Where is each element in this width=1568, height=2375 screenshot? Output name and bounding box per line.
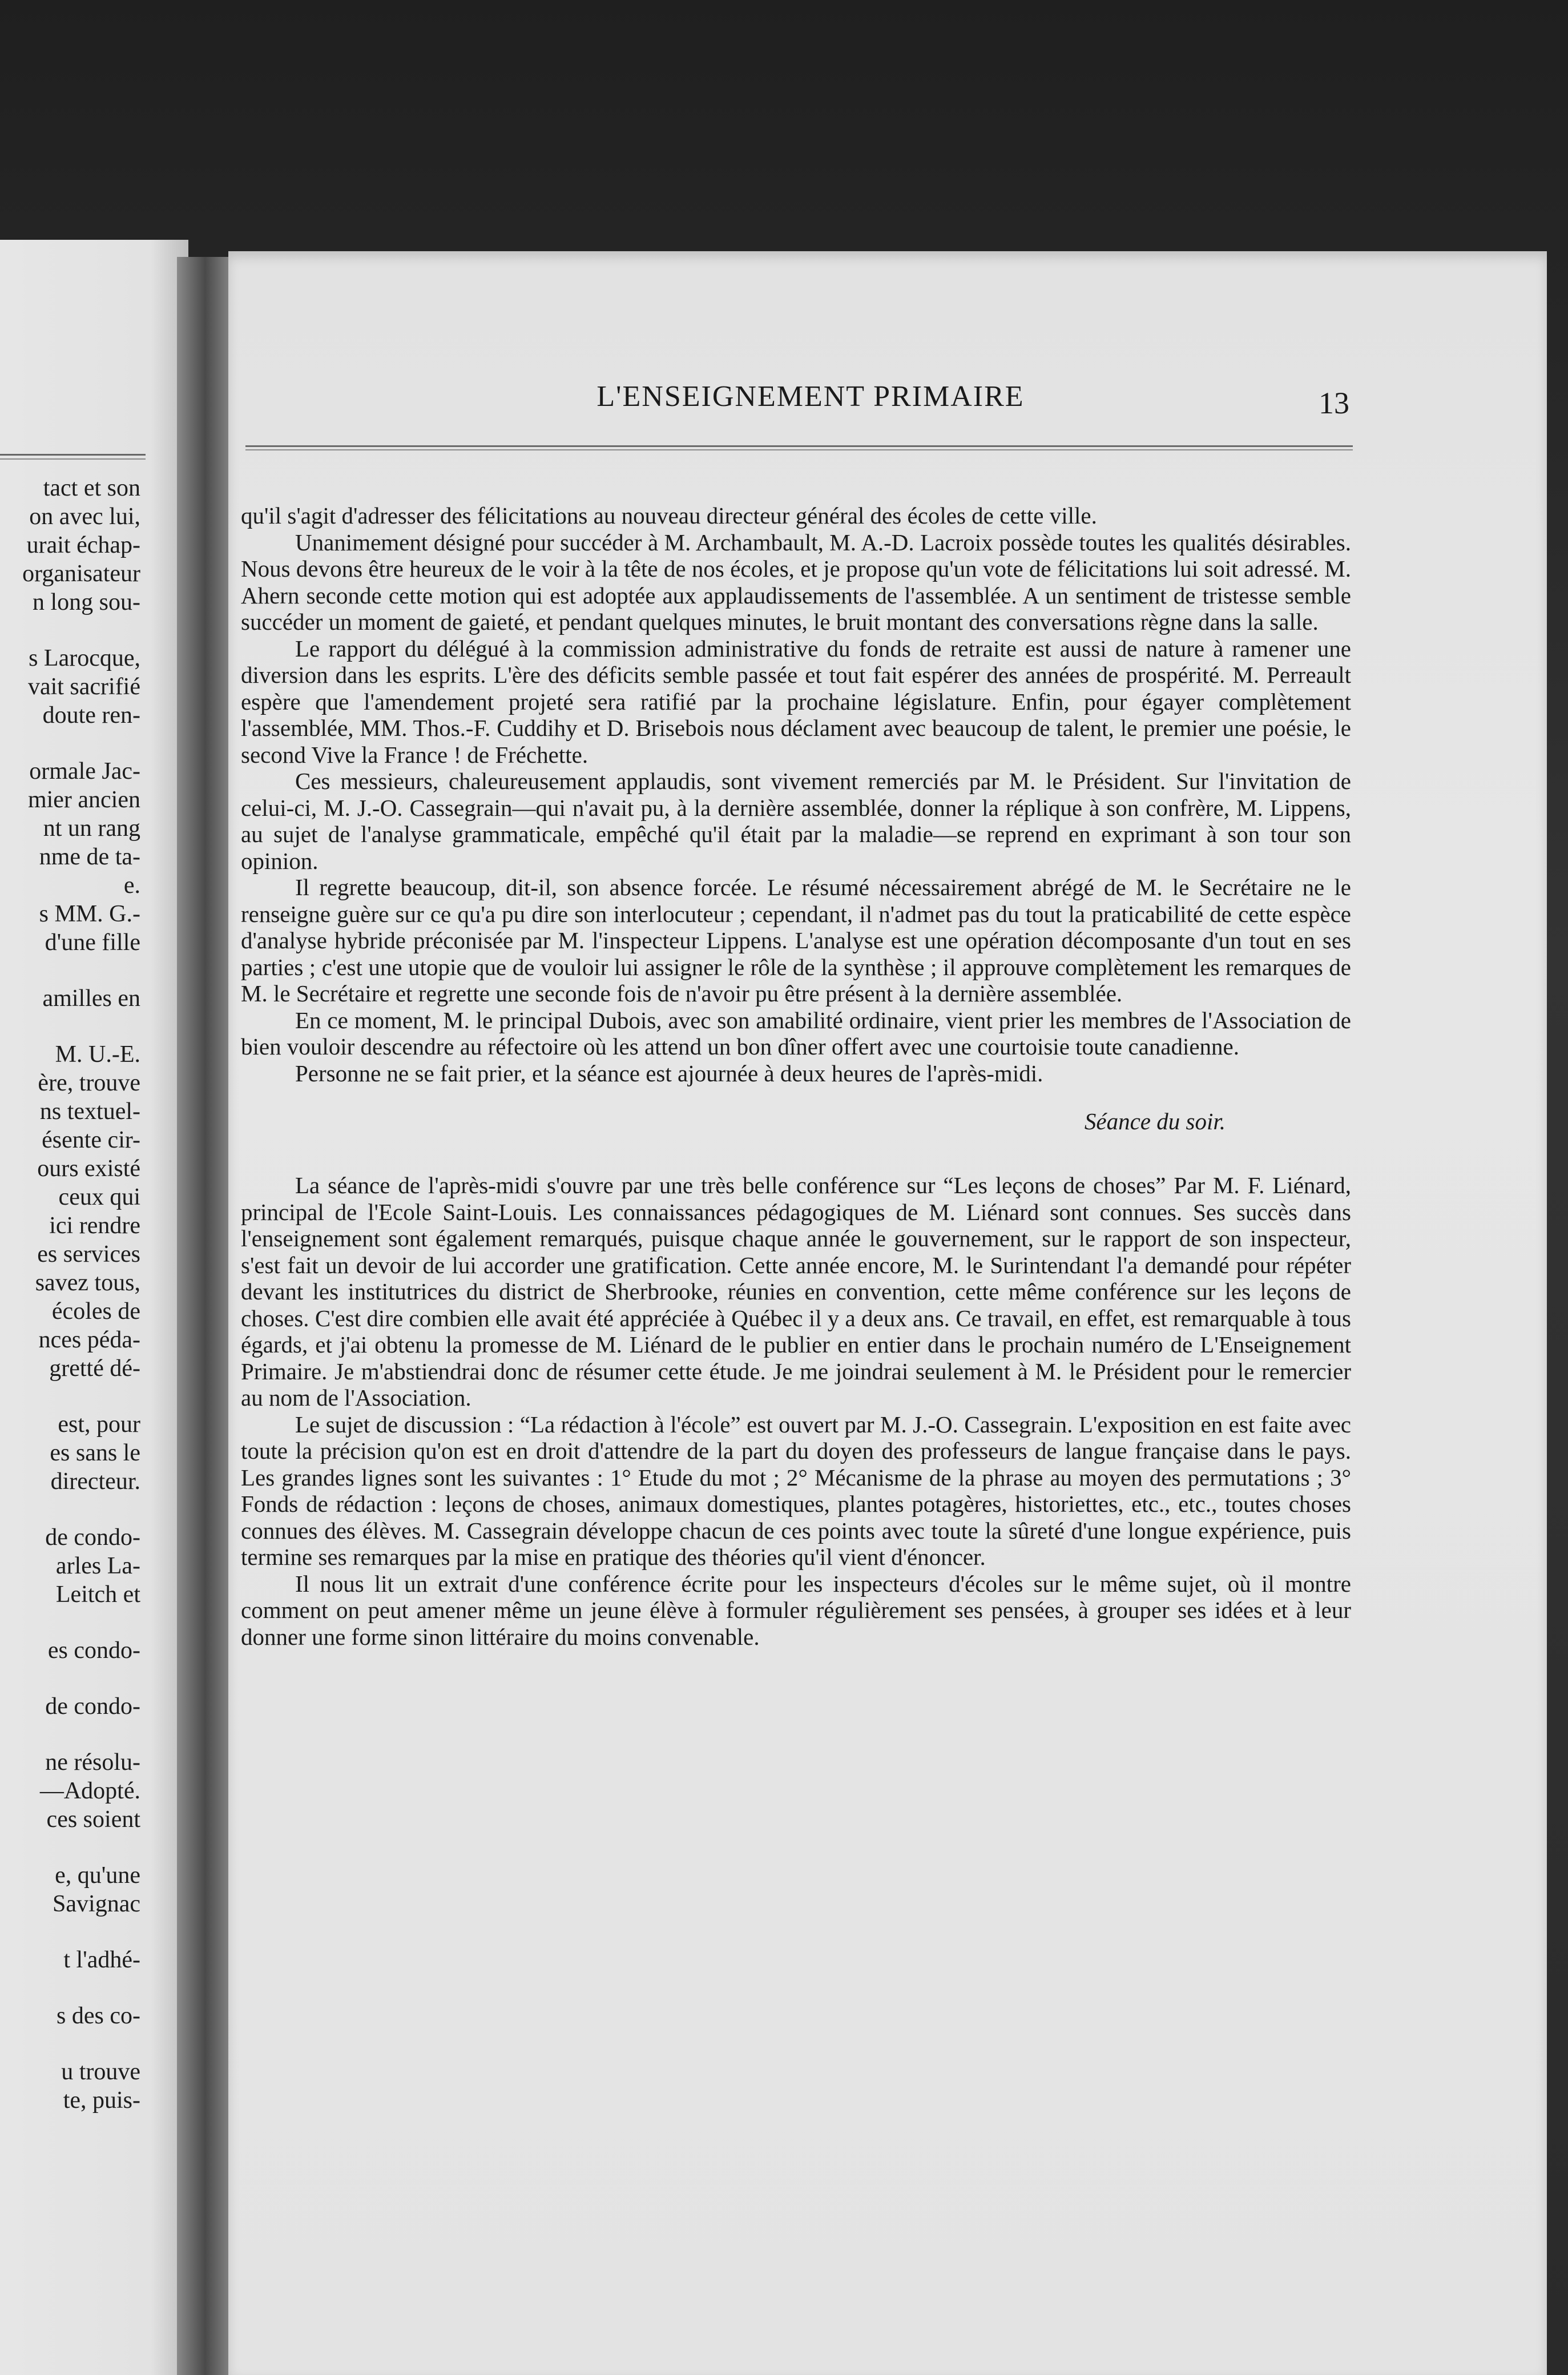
paragraph: Il nous lit un extrait d'une conférence écrite pour les inspecteurs d'écoles sur le même sujet, où il montre comment on peut amener même un jeune élève à formuler régulièrement ses pensées, à grouper ses idées et à leur donner une forme sinon littéraire du moins convenable. — [241, 1570, 1351, 1650]
running-head: L'ENSEIGNEMENT PRIMAIRE — [596, 380, 1025, 413]
left-fragment-line: e. — [123, 872, 140, 899]
left-fragment-gap — [0, 2030, 140, 2058]
left-fragment-line: arles La- — [55, 1553, 140, 1579]
left-fragment-line: écoles de — [51, 1298, 140, 1325]
left-header-rule — [0, 454, 146, 460]
left-fragment-line: ces soient — [46, 1806, 140, 1833]
paragraph: Il regrette beaucoup, dit-il, son absence forcée. Le résumé nécessairement abrégé de M. le Secrétaire ne le renseigne guère sur ce qu'a pu dire son interlocuteur ; cependant, il n'admet pas du tout la praticabilité de cette espèce d'analyse hybride préconisée par M. l'inspecteur Lippens. L'analyse est une opération décomposante d'un tout en ses parties ; c'est une utopie que de vouloir lui assigner le rôle de la synthèse ; il approuve complètement les remarques de M. le Secrétaire et regrette une seconde fois de n'avoir pu être présent à la dernière assemblée. — [241, 874, 1351, 1007]
left-fragment-line: es sans le — [50, 1440, 140, 1466]
left-fragment-line: nt un rang — [43, 815, 140, 842]
paragraph: Le rapport du délégué à la commission administrative du fonds de retraite est aussi de nature à ramener une diversion dans les esprits. L'ère des déficits semble passée et tout fait espérer des années de prospérité. M. Perreault espère que l'amendement projeté sera ratifié par la prochaine législature. Enfin, pour égayer complètement l'assemblée, MM. Thos.-F. Cuddihy et D. Brisebois nous déclament avec beaucoup de talent, le premier une poésie, le second Vive la France ! de Fréchette. — [241, 635, 1351, 768]
left-fragment-line: Savignac — [53, 1891, 140, 1917]
left-fragment-line: ère, trouve — [38, 1070, 140, 1096]
left-fragment-gap — [0, 1918, 140, 1946]
left-fragment-line: s des co- — [57, 2003, 140, 2029]
left-fragment-line: on avec lui, — [29, 504, 140, 530]
left-fragment-gap — [0, 1721, 140, 1748]
left-fragment-line: es condo- — [47, 1637, 140, 1664]
left-fragment-line: vait sacrifié — [27, 674, 140, 700]
left-fragment-line: directeur. — [50, 1468, 140, 1495]
left-fragment-line: t l'adhé- — [63, 1947, 140, 1973]
left-fragment-line: tact et son — [43, 475, 140, 501]
header-rule — [245, 445, 1353, 450]
left-fragment-line: n long sou- — [33, 589, 140, 615]
left-column-fragments — [0, 474, 140, 2115]
right-page — [228, 251, 1547, 2375]
left-fragment-line: nme de ta- — [39, 844, 140, 870]
paragraph: En ce moment, M. le principal Dubois, avec son amabilité ordinaire, vient prier les membres de l'Association de bien vouloir descendre au réfectoire où les attend un bon dîner offert avec une courtoisie toute canadienne. — [241, 1007, 1351, 1060]
paragraph: Unanimement désigné pour succéder à M. Archambault, M. A.-D. Lacroix possède toutes les qualités désirables. Nous devons être heureux de le voir à la tête de nos écoles, et je propose qu'un vote de félicitations lui soit adressé. M. Ahern seconde cette motion qui est adoptée aux applaudissements de l'assemblée. A un sentiment de tristesse semble succéder un moment de gaieté, et pendant quelques minutes, le bruit montant des conversations règne dans la salle. — [241, 529, 1351, 635]
left-fragment-gap — [0, 617, 140, 644]
left-fragment-line: ne résolu- — [45, 1749, 140, 1776]
left-fragment-line: ésente cir- — [42, 1127, 140, 1153]
left-fragment-gap — [0, 730, 140, 757]
left-fragment-gap — [0, 1496, 140, 1523]
left-fragment-line: amilles en — [42, 985, 140, 1012]
left-fragment-gap — [0, 1665, 140, 1692]
paragraph: qu'il s'agit d'adresser des félicitations au nouveau directeur général des écoles de cette ville. — [241, 502, 1097, 529]
left-fragment-line: organisateur — [22, 561, 140, 587]
body-text — [241, 502, 1351, 1650]
left-fragment-gap — [0, 1974, 140, 2002]
left-fragment-line: ormale Jac- — [29, 758, 140, 784]
left-fragment-line: —Adopté. — [39, 1778, 140, 1804]
left-fragment-gap — [0, 1383, 140, 1410]
left-fragment-line: es services — [37, 1241, 140, 1267]
left-fragment-line: savez tous, — [35, 1270, 140, 1296]
left-fragment-line: nces péda- — [38, 1327, 140, 1353]
left-fragment-line: de condo- — [45, 1524, 140, 1551]
left-fragment-line: ici rendre — [49, 1213, 140, 1239]
paragraph: Ces messieurs, chaleureusement applaudis, sont vivement remerciés par M. le Président. Sur l'invitation de celui-ci, M. J.-O. Cassegrain—qui n'avait pu, à la dernière assemblée, donner la réplique à son confrère, M. Lippens, au sujet de l'analyse grammaticale, empêché qu'il était par la maladie—se reprend en exprimant à son tour son opinion. — [241, 768, 1351, 874]
left-fragment-line: ceux qui — [58, 1184, 140, 1210]
left-fragment-line: de condo- — [45, 1693, 140, 1720]
left-fragment-line: ours existé — [37, 1156, 140, 1182]
left-facing-page — [0, 240, 188, 2375]
left-fragment-line: u trouve — [61, 2059, 140, 2085]
page-number: 13 — [1319, 386, 1349, 420]
left-fragment-line: urait échap- — [26, 532, 140, 558]
left-fragment-gap — [0, 1013, 140, 1040]
left-fragment-line: ns textuel- — [39, 1098, 140, 1125]
paragraph: Le sujet de discussion : “La rédaction à l'école” est ouvert par M. J.-O. Cassegrain. L'exposition en est faite avec toute la précision qu'on est en droit d'attendre de la part du doyen des professeurs de langue française dans le pays. Les grandes lignes sont les suivantes : 1° Etude du mot ; 2° Mécanisme de la phrase au moyen des permutations ; 3° Fonds de rédaction : leçons de choses, animaux domestiques, plantes potagères, historiettes, etc., etc., toutes choses connues des élèves. M. Cassegrain développe chacun de ces points avec toute la sûreté d'une longue expérience, puis termine ses remarques par la mise en pratique des théories qu'il vient d'énoncer. — [241, 1411, 1351, 1570]
left-fragment-line: te, puis- — [63, 2087, 140, 2114]
left-fragment-gap — [0, 957, 140, 984]
left-fragment-line: s Larocque, — [29, 645, 140, 671]
paragraph: Personne ne se fait prier, et la séance est ajournée à deux heures de l'après-midi. — [295, 1060, 1043, 1086]
left-fragment-line: est, pour — [58, 1411, 140, 1438]
left-fragment-gap — [0, 1609, 140, 1636]
left-fragment-gap — [0, 1834, 140, 1861]
paragraph: La séance de l'après-midi s'ouvre par une très belle conférence sur “Les leçons de choses” Par M. F. Liénard, principal de l'Ecole Saint-Louis. Les connaissances pédagogiques de M. Liénard sont connues. Ses succès dans l'enseignement sont également remarqués, puisque chaque année le gouvernement, sur le rapport de son inspecteur, s'est fait un devoir de lui accorder une gratification. Cette année encore, M. le Surintendant l'a demandé pour répéter devant les institutrices du district de Sherbrooke, réunies en convention, cette même conférence sur les leçons de choses. C'est dire combien elle avait été appréciée à Québec il y a deux ans. Ce travail, en effet, est remarquable à tous égards, et j'ai obtenu la promesse de M. Liénard de le publier en entier dans le prochain numéro de L'Enseignement Primaire. Je m'abstiendrai donc de résumer cette étude. Je me joindrai seulement à M. le Président pour le remercier au nom de l'Association. — [241, 1172, 1351, 1411]
left-fragment-line: doute ren- — [42, 702, 140, 728]
left-fragment-line: mier ancien — [27, 787, 140, 813]
left-fragment-line: Leitch et — [55, 1581, 140, 1608]
left-fragment-line: d'une fille — [45, 929, 140, 956]
left-fragment-line: M. U.-E. — [55, 1041, 140, 1068]
left-fragment-line: s MM. G.- — [39, 901, 140, 927]
section-title: Séance du soir. — [1084, 1108, 1226, 1134]
left-fragment-line: e, qu'une — [55, 1862, 140, 1889]
left-fragment-line: gretté dé- — [49, 1355, 140, 1382]
